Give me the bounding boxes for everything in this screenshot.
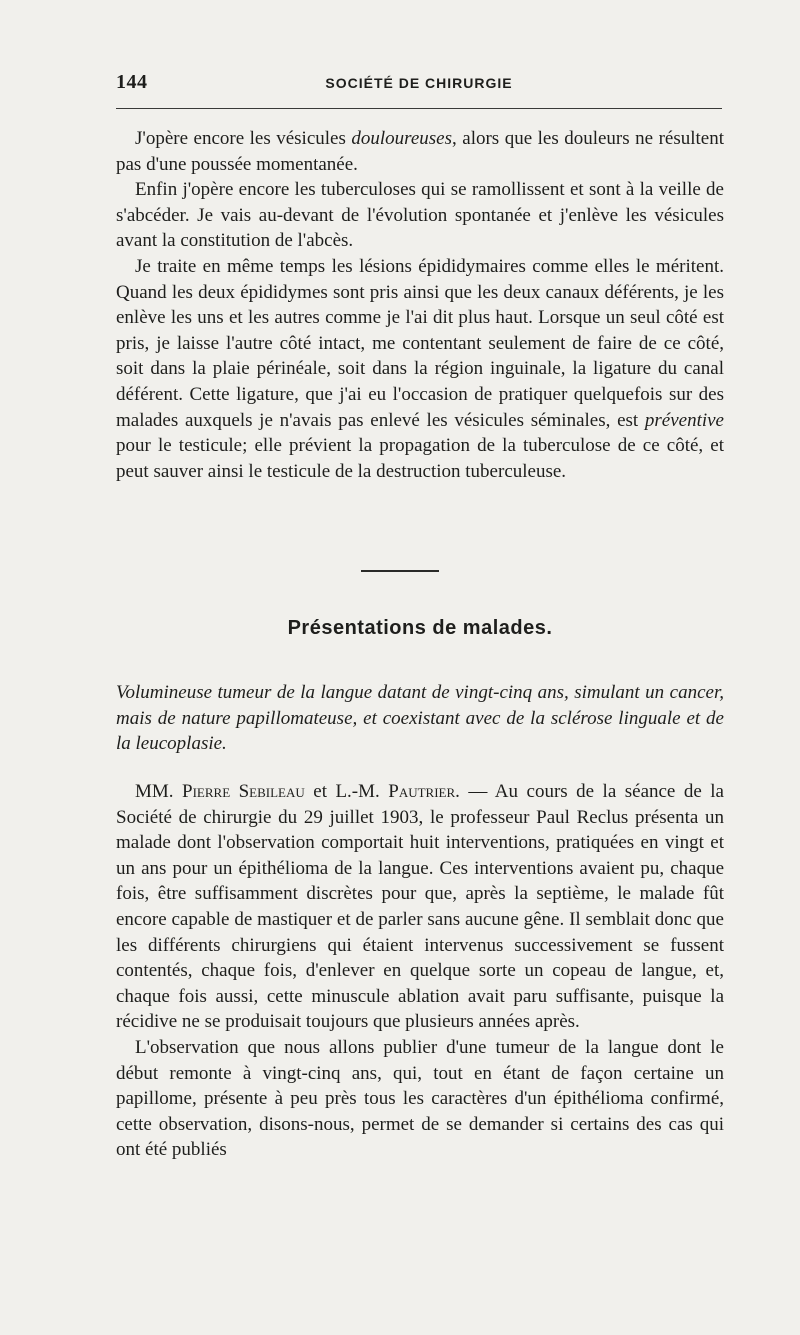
section-heading: Présentations de malades. bbox=[287, 617, 553, 639]
paragraph: J'opère encore les vésicules douloureuses, alors que les douleurs ne résultent pas d'une poussée momentanée. bbox=[116, 128, 725, 175]
emphasis: douloureuses bbox=[351, 128, 453, 149]
case-title: Volumineuse tumeur de la langue datant de vingt-cinq ans, simulant un cancer, mais de nature papillomateuse, et coexistant avec de la sclérose linguale et de la leucoplasie. bbox=[116, 682, 724, 755]
body-text-bottom bbox=[116, 779, 724, 1163]
author-name: Pierre Sebileau bbox=[182, 781, 305, 802]
running-title: SOCIÉTÉ DE CHIRURGIE bbox=[325, 75, 513, 91]
running-head bbox=[116, 71, 722, 101]
paragraph: L'observation que nous allons publier d'une tumeur de la langue dont le début remonte à vingt-cinq ans, qui, tout en étant de façon certaine un papillome, présente à peu près tous les caractères d'un épithélioma confirmé, cette observation, disons-nous, permet de se demander si certains des cas qui ont été publiés bbox=[116, 1036, 724, 1161]
paragraph: Enfin j'opère encore les tuberculoses qui se ramollissent et sont à la veille de s'abcéder. Je vais au-devant de l'évolution spontanée et j'enlève les vésicules avant la constitution de l'abcès. bbox=[116, 179, 724, 252]
section-separator bbox=[361, 570, 439, 572]
page-number: 144 bbox=[116, 71, 148, 93]
author-name: L.-M. Pautrier bbox=[335, 781, 456, 802]
paragraph: MM. Pierre Sebileau et L.-M. Pautrier. — Au cours de la séance de la Société de chirurgie du 29 juillet 1903, le professeur Paul Reclus présenta un malade dont l'observation comportait huit interventions, pratiquées en vingt et un ans pour un épithélioma de la langue. Ces interventions avaient pu, chaque fois, être suffisamment discrètes pour que, après la septième, le malade fût encore capable de mastiquer et de parler sans aucune gêne. Il semblait donc que les différents chirurgiens qui étaient intervenus successivement se fussent contentés, chaque fois, d'enlever en quelque sorte un copeau de langue, et, chaque fois aussi, cette minuscule ablation avait paru suffisante, puisque la récidive ne se produisait toujours que plusieurs années après. bbox=[116, 781, 724, 1033]
body-text-top bbox=[116, 126, 724, 484]
emphasis: préventive bbox=[644, 409, 724, 431]
paragraph: Je traite en même temps les lésions épididymaires comme elles le méritent. Quand les deux épididymes sont pris ainsi que les deux canaux déférents, je les enlève les uns et les autres comme je l'ai dit plus haut. Lorsque un seul côté est pris, je laisse l'autre côté intact, me contentant seulement de faire de ce côté, soit dans la plaie périnéale, soit dans la région inguinale, la ligature du canal déférent. Cette ligature, que j'ai eu l'occasion de pratiquer quelquefois sur des malades auxquels je n'avais pas enlevé les vésicules séminales, est préventive pour le testicule; elle prévient la propagation de la tuberculose de ce côté, et peut sauver ainsi le testicule de la destruction tuberculeuse. bbox=[116, 255, 724, 482]
authors-prefix: MM. bbox=[135, 781, 183, 802]
header-rule bbox=[116, 108, 722, 109]
